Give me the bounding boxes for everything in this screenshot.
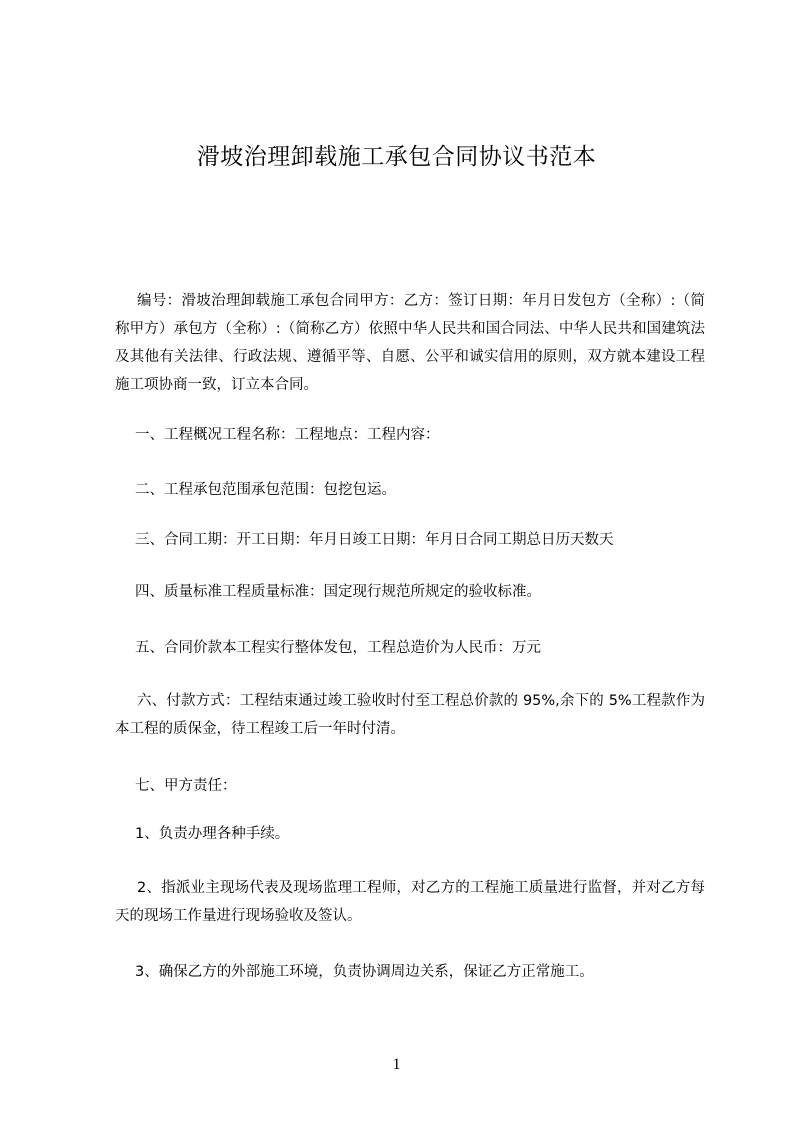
paragraph-quality: 四、质量标准工程质量标准：国定现行规范所规定的验收标准。 (135, 584, 541, 600)
paragraph-duty-2: 2、指派业主现场代表及现场监理工程师，对乙方的工程施工质量进行监督，并对乙方每天的现场工作量进行现场验收及签认。 (115, 880, 705, 924)
document-title: 滑坡治理卸载施工承包合同协议书范本 (196, 144, 597, 170)
paragraph-duration: 三、合同工期：开工日期：年月日竣工日期：年月日合同工期总日历天数天 (135, 532, 614, 548)
paragraph-duty-1: 1、负责办理各种手续。 (135, 826, 290, 842)
paragraph-scope: 二、工程承包范围承包范围：包挖包运。 (135, 482, 396, 498)
paragraph-project-overview: 一、工程概况工程名称：工程地点：工程内容： (135, 427, 440, 443)
paragraph-party-a-duties: 七、甲方责任： (135, 778, 237, 794)
paragraph-payment: 六、付款方式：工程结束通过竣工验收时付至工程总价款的 95%,余下的 5%工程款作为本工程的质保金，待工程竣工后一年时付清。 (115, 693, 705, 737)
page-number: 1 (392, 1056, 401, 1073)
paragraph-intro: 编号：滑坡治理卸载施工承包合同甲方：乙方：签订日期：年月日发包方（全称）:（简称甲方）承包方（全称）:（简称乙方）依照中华人民共和国合同法、中华人民共和国建筑法及其他有关法律、行政法规、遵循平等、自愿、公平和诚实信用的原则，双方就本建设工程施工项协商一致，订立本合同。 (115, 293, 705, 393)
paragraph-duty-3: 3、确保乙方的外部施工环境，负责协调周边关系，保证乙方正常施工。 (135, 964, 594, 980)
paragraph-price: 五、合同价款本工程实行整体发包，工程总造价为人民币：万元 (135, 640, 541, 656)
